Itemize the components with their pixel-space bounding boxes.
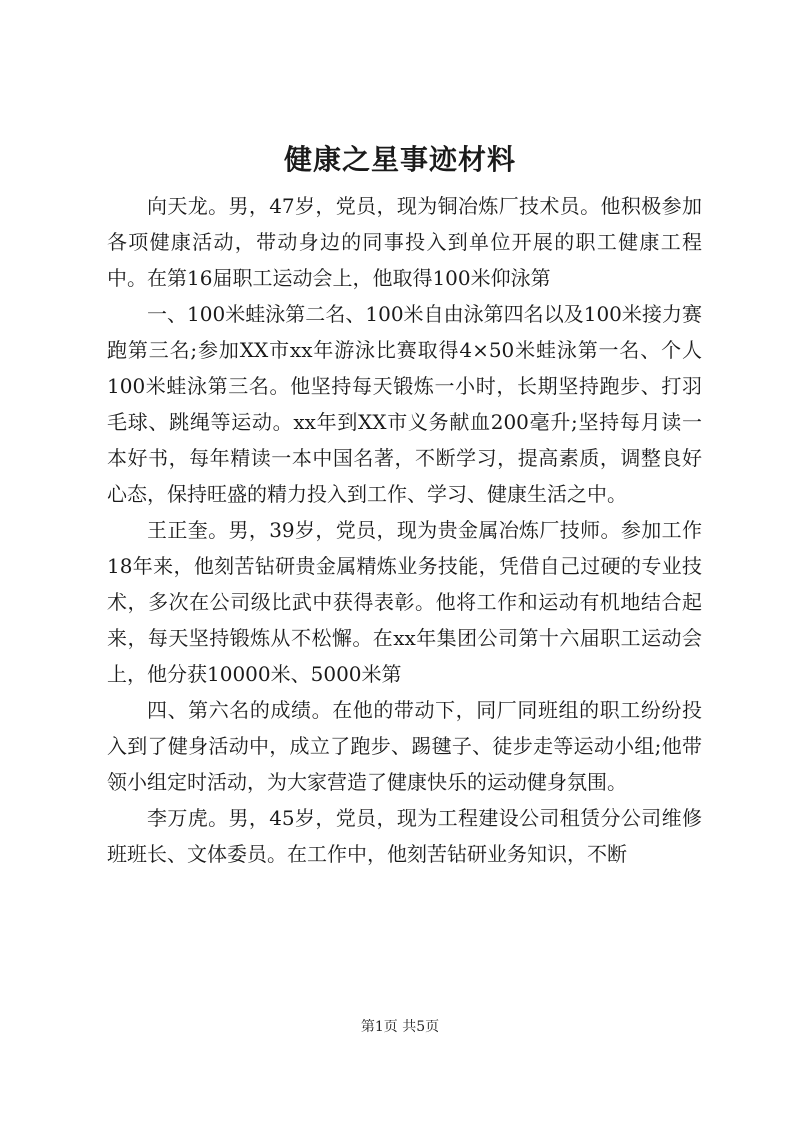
page-number: 第1页 共5页 bbox=[360, 1019, 440, 1035]
paragraph: 一、100米蛙泳第二名、100米自由泳第四名以及100米接力赛跑第三名;参加XX市xx年游泳比赛取得4×50米蛙泳第一名、个人100米蛙泳第三名。他坚持每天锻炼一小时，长期坚持跑步、打羽毛球、跳绳等运动。xx年到XX市义务献血200毫升;坚持每月读一本好书，每年精读一本中国名著，不断学习，提高素质，调整良好心态，保持旺盛的精力投入到工作、学习、健康生活之中。 bbox=[107, 302, 702, 506]
paragraph: 王正奎。男，39岁，党员，现为贵金属冶炼厂技师。参加工作18年来，他刻苦钻研贵金属精炼业务技能，凭借自己过硬的专业技术，多次在公司级比武中获得表彰。他将工作和运动有机地结合起来，每天坚持锻炼从不松懈。在xx年集团公司第十六届职工运动会上，他分获10000米、5000米第 bbox=[107, 518, 702, 686]
document-body bbox=[107, 188, 702, 872]
document-title: 健康之星事迹材料 bbox=[283, 143, 516, 176]
paragraph: 李万虎。男，45岁，党员，现为工程建设公司租赁分公司维修班班长、文体委员。在工作中，他刻苦钻研业务知识，不断 bbox=[107, 806, 702, 866]
paragraph: 向天龙。男，47岁，党员，现为铜冶炼厂技术员。他积极参加各项健康活动，带动身边的同事投入到单位开展的职工健康工程中。在第16届职工运动会上，他取得100米仰泳第 bbox=[107, 194, 702, 290]
paragraph: 四、第六名的成绩。在他的带动下，同厂同班组的职工纷纷投入到了健身活动中，成立了跑步、踢毽子、徒步走等运动小组;他带领小组定时活动，为大家营造了健康快乐的运动健身氛围。 bbox=[107, 698, 702, 794]
